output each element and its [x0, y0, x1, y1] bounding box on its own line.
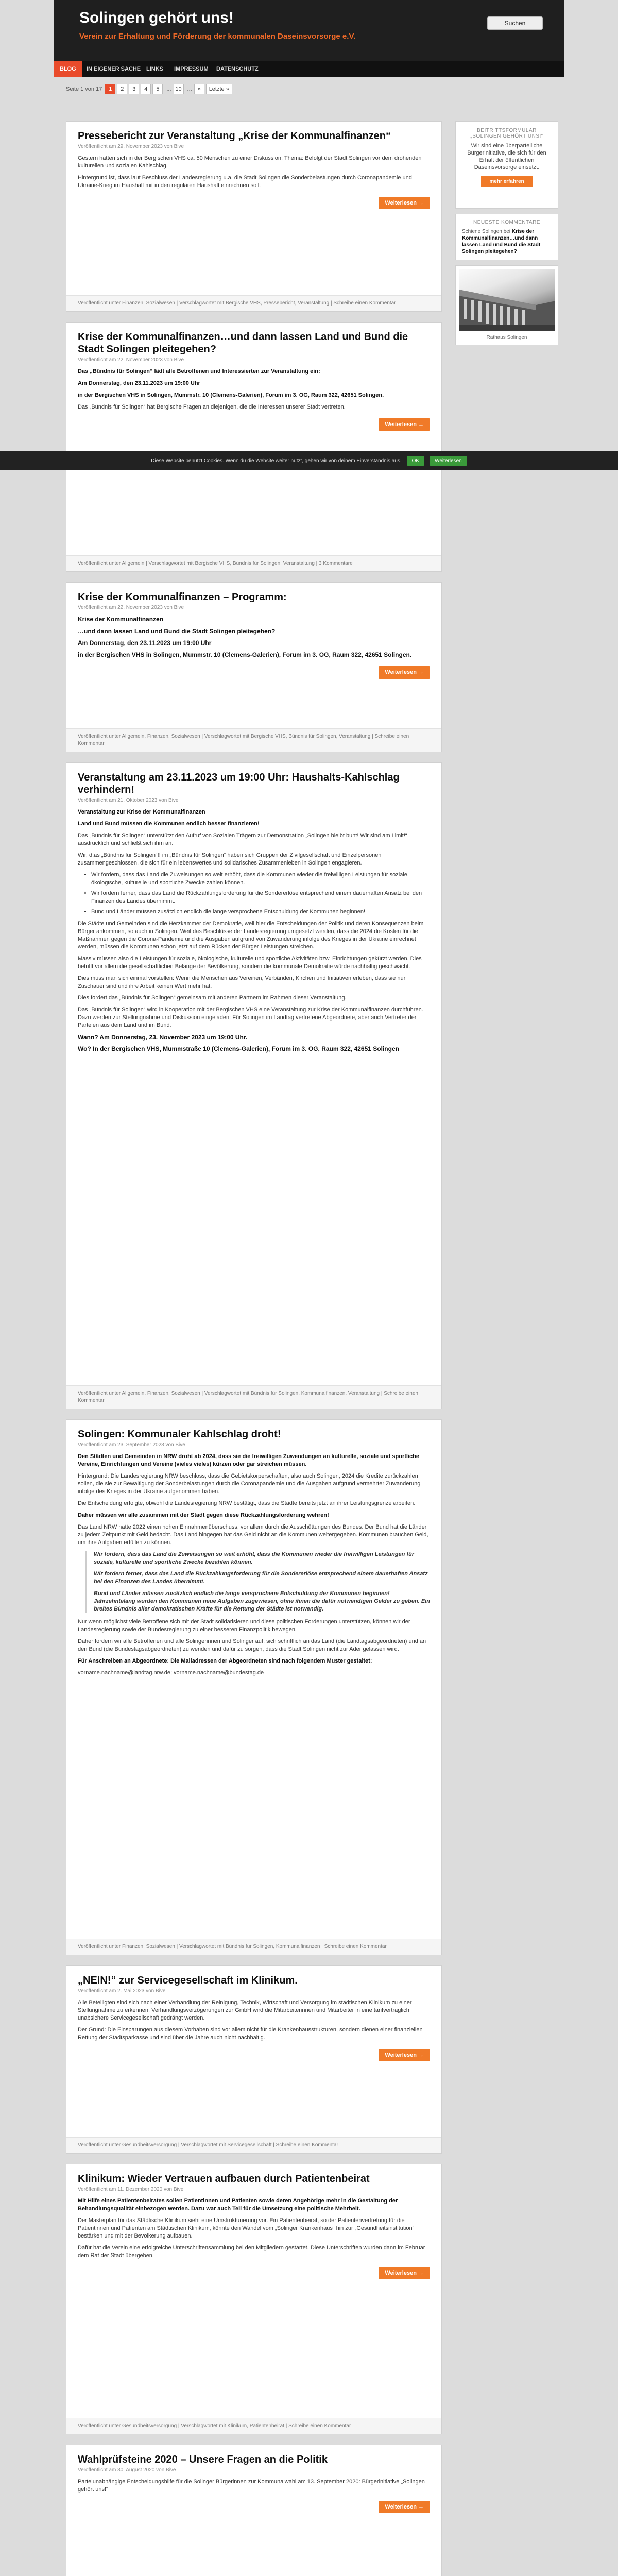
post-text: Das „Bündnis für Solingen“ unterstützt den Aufruf von Sozialen Trägern zur Demonstration „Solingen bleibt bunt! Wir sind am Limit!“ ausdrücklich und schließt sich ihm an.: [78, 833, 407, 846]
post: [66, 322, 442, 572]
post-text: Für Anschreiben an Abgeordnete: Die Mailadressen der Abgeordneten sind nach folgendem Muster gestaltet:: [78, 1658, 372, 1664]
nav-links[interactable]: LINKS: [146, 66, 163, 72]
next-page-link[interactable]: »: [194, 84, 204, 94]
post-meta: Veröffentlicht am 21. Oktober 2023 von Bive: [78, 798, 179, 803]
post-lead: Den Städten und Gemeinden in NRW droht ab 2024, dass sie die freiwilligen Zuwendungen an kulturelle, soziale und sportliche Vereine, Einrichtungen und Vereine (vieles vieles) kürzen oder gar streichen müssen.: [78, 1453, 419, 1467]
post-text: Nur wenn möglichst viele Betroffene sich mit der Stadt solidarisieren und diese politischen Forderungen unterstützen, können wir der Landesregierung sowie der Bundesregierung zu einer besseren Finanzpolitik bewegen.: [78, 1619, 410, 1633]
post-text: Hintergrund ist, dass laut Beschluss der Landesregierung u.a. die Stadt Solingen die Sonderbelastungen durch Coronapandemie und Ukraine-Krieg im Haushalt mit in den regulären Haushalt einrechnen soll.: [78, 175, 412, 189]
main-nav: [54, 61, 564, 77]
post-text: Das Land NRW hatte 2022 einen hohen Einnahmenüberschuss, vor allem durch die Ausschüttungen des Bundes. Der Bund hat die Länder zu jedem Zeitpunkt mit Geld bedacht. Das Land hingegen hat das Geld nicht an die Kommunen weitergegeben. Kommunen brauchen Geld, um ihre Aufgaben erfüllen zu können.: [78, 1524, 428, 1546]
post-text: Daher fordern wir alle Betroffenen und alle Solingerinnen und Solinger auf, sich schriftlich an das Land (die Landtagsabgeordneten) und an den Bund (die Bundestagsabgeordneten) zu wenden und dafür zu sorgen, dass die Stadt Solingen nicht zur Ader gelassen wird.: [78, 1638, 426, 1652]
post-text: Am Donnerstag, den 23.11.2023 um 19:00 Uhr: [78, 380, 200, 386]
post-text: Dafür hat die Verein eine erfolgreiche Unterschriftensammlung bei den Mitgliedern gestartet. Diese Unterschriften wurden dann im Februar dem Rat der Stadt übergeben.: [78, 2245, 425, 2259]
post-footer: Veröffentlicht unter Allgemein, Finanzen, Sozialwesen | Verschlagwortet mit Bergische VHS, Bündnis für Solingen, Veranstaltung | Schreibe einen Kommentar: [66, 728, 441, 752]
post-title[interactable]: Veranstaltung am 23.11.2023 um 19:00 Uhr: Haushalts-Kahlschlag verhindern!: [78, 772, 400, 795]
post-footer: Veröffentlicht unter Finanzen, Sozialwesen | Verschlagwortet mit Bergische VHS, Pressebericht, Veranstaltung | Schreibe einen Kommentar: [66, 295, 441, 311]
last-page-link[interactable]: Letzte »: [206, 84, 232, 94]
post-footer: Veröffentlicht unter Allgemein, Finanzen, Sozialwesen | Verschlagwortet mit Bündnis für Solingen, Kommunalfinanzen, Veranstaltung | Schreibe einen Kommentar: [66, 1385, 441, 1409]
quote-text: Bund und Länder müssen zusätzlich endlich die lange versprochene Entschuldung der Kommunen beginnen! Jahrzehntelang wurden den Kommunen neue Aufgaben zugewiesen, ohne ihnen die dafür notwendigen Gelder zu geben. Ein breites Bündnis aller demokratischen Kräfte für die Rettung der Städte ist notwendig.: [94, 1590, 430, 1612]
quote-text: Wir fordern, dass das Land die Zuweisungen so weit erhöht, dass die Kommunen wieder die freiwilligen Leistungen für soziale, kulturelle und sportliche Zwecke bezahlen können.: [94, 1551, 415, 1565]
post-text[interactable]: vorname.nachname@landtag.nrw.de; vorname.nachname@bundestag.de: [78, 1670, 264, 1676]
post-text: in der Bergischen VHS in Solingen, Mummstr. 10 (Clemens-Galerien), Forum im 3. OG, Raum 322, 42651 Solingen.: [78, 392, 384, 398]
post-text: Hintergrund: Die Landesregierung NRW beschloss, dass die Gebietskörperschaften, also auch Solingen, 2024 die Kredite zurückzahlen sollen, die sie zur Bewältigung der Sonderbelastungen durch die Coronapandemie und die Ausgaben aufgrund vermehrter Zuwanderung infolge des Krieges in der Ukraine aufgenommen haben.: [78, 1473, 421, 1495]
cookie-ok-button[interactable]: OK: [407, 456, 424, 466]
quote-text: Wir fordern ferner, dass das Land die Rückzahlungsforderung für die Sondererlöse entsprechend einem dauerhaften Ansatz bei den Finanzen des Landes übernimmt.: [94, 1571, 428, 1585]
read-more-button[interactable]: Weiterlesen →: [379, 2267, 430, 2279]
site-title[interactable]: Solingen gehört uns!: [79, 9, 234, 26]
post-text: Die Städte und Gemeinden sind die Herzkammer der Demokratie, weil hier die Entscheidungen der Politik und deren Konsequenzen beim Bürger ankommen, so auch in Solingen. Weil das Beschlüsse der Landesregierung umgesetzt werden, dass die 2024 die Kosten für die Maßnahmen gegen die Corona-Pandemie und die Ausgaben aufgrund von Zuwanderung infolge des Krieges in der Ukraine einrechnet werden, müssen die Kommunen schon jetzt auf dem Rücken der Bürger Leistungen streichen.: [78, 921, 424, 950]
demands-quote: [85, 1551, 430, 1613]
post-meta: Veröffentlicht am 30. August 2020 von Bive: [78, 2467, 176, 2473]
post-title[interactable]: Krise der Kommunalfinanzen – Programm:: [78, 591, 287, 603]
page-info: Seite 1 von 17: [66, 86, 102, 92]
nav-datenschutz[interactable]: DATENSCHUTZ: [216, 66, 259, 72]
post-text: Das „Bündnis für Solingen“ wird in Kooperation mit der Bergischen VHS eine Veranstaltung zur Krise der Kommunalfinanzen durchführen. Dazu werden zur Stellungnahme und Diskussion eingeladen: Für Solingen im Landtag vertretene Abgeordnete, aber auch Vertreter der Parteien aus dem Land und im Bund.: [78, 1007, 423, 1028]
read-more-button[interactable]: Weiterlesen →: [379, 666, 430, 679]
post-text: Dies fordert das „Bündnis für Solingen“ gemeinsam mit anderen Partnern im Rahmen dieser Veranstaltung.: [78, 995, 347, 1001]
post-text: Der Grund: Die Einsparungen aus diesem Vorhaben sind vor allem nicht für die Krankenhausstrukturen, sondern dienen einer finanziellen Rettung der Stadtsparkasse und sind über die Jahre auch nicht nachhaltig.: [78, 2027, 423, 2041]
site-header: [54, 0, 564, 61]
cookie-banner: [0, 451, 618, 470]
page-link[interactable]: 3: [129, 84, 139, 94]
sidebar-heading: BEITRITTSFORMULAR „SOLINGEN GEHÖRT UNS!“: [470, 128, 543, 139]
post-text: Das „Bündnis für Solingen“ lädt alle Betroffenen und Interessierten zur Veranstaltung ein:: [78, 368, 320, 375]
post-text: in der Bergischen VHS in Solingen, Mummstr. 10 (Clemens-Galerien), Forum im 3. OG, Raum 322, 42651 Solingen.: [78, 651, 412, 658]
post-footer: Veröffentlicht unter Allgemein | Verschlagwortet mit Bergische VHS, Bündnis für Solingen, Veranstaltung | 3 Kommentare: [66, 555, 441, 571]
page-link[interactable]: 5: [152, 84, 163, 94]
sidebar-comments: [455, 214, 558, 260]
post-text: …und dann lassen Land und Bund die Stadt Solingen pleitegehen?: [78, 628, 276, 635]
sidebar-signup: [455, 121, 558, 209]
read-more-button[interactable]: Weiterlesen →: [379, 418, 430, 431]
post-text: Massiv müssen also die Leistungen für soziale, ökologische, kulturelle und sportliche Aktivitäten bzw. Einrichtungen gekürzt werden. Dies betrifft vor allem die gesellschaftlichen Belange der Bevölkerung, sondern die kommunale Demokratie würde nachhaltig geschwächt.: [78, 956, 422, 970]
image-caption: Rathaus Solingen: [486, 335, 527, 341]
post-meta: Veröffentlicht am 11. Dezember 2020 von Bive: [78, 2187, 184, 2192]
page-ellipsis: ...: [187, 86, 192, 92]
post-text: Veranstaltung zur Krise der Kommunalfinanzen: [78, 809, 205, 815]
site-subtitle: Verein zur Erhaltung und Förderung der kommunalen Daseinsvorsorge e.V.: [79, 32, 356, 41]
post-lead: Mit Hilfe eines Patientenbeirates sollen Patientinnen und Patienten sowie deren Angehörige mehr in die Gestaltung der Behandlungsqualität einbezogen werden. Dazu war auch Teil für die Umsetzung eine politische Mehrheit.: [78, 2198, 398, 2212]
post-text: Der Masterplan für das Städtische Klinikum sieht eine Umstrukturierung vor. Ein Patientenbeirat, so der Patientenvertretung für die Patientinnen und Patienten am Städtischen Klinikum, könnte den Wandel vom „Solinger Krankenhaus“ hin zur „Gesundheitsinstitution“ bestärken und mit der Bevölkerung aufbauen.: [78, 2217, 415, 2239]
post-footer: Veröffentlicht unter Gesundheitsversorgung | Verschlagwortet mit Servicegesellschaft | Schreibe einen Kommentar: [66, 2137, 441, 2153]
sidebar-heading: NEUESTE KOMMENTARE: [473, 219, 540, 225]
post-meta: Veröffentlicht am 22. November 2023 von Bive: [78, 605, 184, 611]
nav-in-eigener-sache[interactable]: IN EIGENER SACHE: [87, 66, 141, 72]
page-ellipsis: ...: [166, 86, 171, 92]
nav-blog[interactable]: BLOG: [54, 61, 82, 77]
post-title[interactable]: Pressebericht zur Veranstaltung „Krise der Kommunalfinanzen“: [78, 130, 391, 142]
cookie-text: Diese Website benutzt Cookies. Wenn du die Website weiter nutzt, gehen wir von deinem Einverständnis aus.: [151, 457, 402, 464]
signup-button[interactable]: mehr erfahren: [481, 176, 532, 187]
post-meta: Veröffentlicht am 23. September 2023 von Bive: [78, 1442, 185, 1448]
list-item: • Bund und Länder müssen zusätzlich endlich die lange versprochene Entschuldung der Kommunen beginnen!: [91, 908, 430, 916]
comment-author[interactable]: Schiene Solingen bei: [462, 229, 510, 234]
post-title[interactable]: „NEIN!“ zur Servicegesellschaft im Klinikum.: [78, 1975, 298, 1986]
post-text: Parteiunabhängige Entscheidungshilfe für die Solinger Bürgerinnen zur Kommunalwahl am 13. September 2020: Bürgerinitiative „Solingen gehört uns!“: [78, 2479, 425, 2493]
post-meta: Veröffentlicht am 29. November 2023 von Bive: [78, 144, 184, 149]
read-more-button[interactable]: Weiterlesen →: [379, 2501, 430, 2513]
post-title[interactable]: Solingen: Kommunaler Kahlschlag droht!: [78, 1429, 281, 1440]
post-text: Land und Bund müssen die Kommunen endlich besser finanzieren!: [78, 821, 260, 827]
page-link[interactable]: 4: [141, 84, 151, 94]
rathaus-photo: [459, 269, 555, 331]
nav-impressum[interactable]: IMPRESSUM: [174, 66, 209, 72]
read-more-button[interactable]: Weiterlesen →: [379, 2049, 430, 2061]
demands-list: [91, 871, 430, 916]
event-when: Wann? Am Donnerstag, 23. November 2023 um 19:00 Uhr.: [78, 1033, 248, 1041]
page-link[interactable]: 1: [105, 84, 115, 94]
post-title[interactable]: Klinikum: Wieder Vertrauen aufbauen durch Patientenbeirat: [78, 2173, 370, 2184]
post: [66, 2445, 442, 2576]
post-text: Daher müssen wir alle zusammen mit der Stadt gegen diese Rückzahlungsforderung wehren!: [78, 1512, 329, 1518]
post-text: Das „Bündnis für Solingen“ hat Bergische Fragen an diejenigen, die die Interessen unserer Stadt vertreten.: [78, 404, 346, 410]
post: [66, 582, 442, 752]
post: [66, 1965, 442, 2154]
page-link[interactable]: 2: [117, 84, 127, 94]
post-meta: Veröffentlicht am 22. November 2023 von Bive: [78, 357, 184, 363]
post: [66, 762, 442, 1409]
signup-text: Wir sind eine überparteiliche Bürgerinitiative, die sich für den Erhalt der öffentlichen Daseinsvorsorge einsetzt.: [467, 143, 546, 171]
page-link[interactable]: 10: [174, 84, 184, 94]
post-text: Dies muss man sich einmal vorstellen: Wenn die Menschen aus Vereinen, Verbänden, Kirchen und Initiativen erleben, dass sie nur Zuschauer sind und ihre Arbeit keinen Wert mehr hat.: [78, 975, 406, 989]
cookie-more-button[interactable]: Weiterlesen: [430, 456, 467, 466]
list-item: • Wir fordern, dass das Land die Zuweisungen so weit erhöht, dass die Kommunen wieder die freiwilligen Leistungen für soziale, ökologische, kulturelle und sportliche Zwecke zahlen können.: [91, 871, 430, 887]
search-button[interactable]: Suchen: [487, 16, 543, 30]
sidebar-image: [455, 265, 558, 345]
pagination-top: [66, 82, 234, 96]
top-area: [0, 0, 618, 87]
post-title[interactable]: Wahlprüfsteine 2020 – Unsere Fragen an die Politik: [78, 2454, 328, 2465]
post-meta: Veröffentlicht am 2. Mai 2023 von Bive: [78, 1988, 166, 1994]
post-footer: Veröffentlicht unter Gesundheitsversorgung | Verschlagwortet mit Klinikum, Patientenbeirat | Schreibe einen Kommentar: [66, 2418, 441, 2434]
post-text: Krise der Kommunalfinanzen: [78, 616, 164, 623]
event-where: Wo? In der Bergischen VHS, Mummstraße 10 (Clemens-Galerien), Forum im 3. OG, Raum 322, 42651 Solingen: [78, 1045, 399, 1053]
post-text: Gestern hatten sich in der Bergischen VHS ca. 50 Menschen zu einer Diskussion: Thema: Befolgt der Stadt Solingen vor dem drohenden kulturellen und sozialen Kahlschlag.: [78, 155, 422, 169]
post: [66, 2164, 442, 2434]
list-item: • Wir fordern ferner, dass das Land die Rückzahlungsforderung für die Sondererlöse entsprechend einem dauerhaften Ansatz bei den Finanzen des Landes übernimmt.: [91, 890, 430, 905]
post: [66, 121, 442, 312]
read-more-button[interactable]: Weiterlesen →: [379, 197, 430, 209]
post-title[interactable]: Krise der Kommunalfinanzen…und dann lassen Land und Bund die Stadt Solingen pleitegehen?: [78, 331, 408, 355]
post-footer: Veröffentlicht unter Finanzen, Sozialwesen | Verschlagwortet mit Bündnis für Solingen, Kommunalfinanzen | Schreibe einen Kommentar: [66, 1939, 441, 1955]
comment-post-link[interactable]: Krise der Kommunalfinanzen…und dann lassen Land und Bund die Stadt Solingen pleitegehen?: [462, 229, 541, 255]
post: [66, 1419, 442, 1955]
post-text: Die Entscheidung erfolgte, obwohl die Landesregierung NRW bestätigt, dass die Städte bereits jetzt an ihrer Leistungsgrenze arbeiten.: [78, 1500, 416, 1506]
post-text: Am Donnerstag, den 23.11.2023 um 19:00 Uhr: [78, 639, 212, 647]
post-text: Wir, d.as „Bündnis für Solingen“!! im „Bündnis für Solingen“ haben sich Gruppen der Zivilgesellschaft und Einzelpersonen zusammengeschlossen, die sich für ein lebenswertes und solidarisches Zusammenleben in Solingen engagieren.: [78, 852, 382, 866]
post-text: Alle Beteiligten sind sich nach einer Verhandlung der Reinigung, Technik, Wirtschaft und Versorgung im städtischen Klinikum zu einer Stellungnahme zu erkennen. Verhandlungsverzögerungen zur GmbH wird die Mitarbeiterinnen und Mitarbeiter in eine tarifvertraglich unabsichere Servicegesellschaft gedrängt werden.: [78, 1999, 412, 2021]
